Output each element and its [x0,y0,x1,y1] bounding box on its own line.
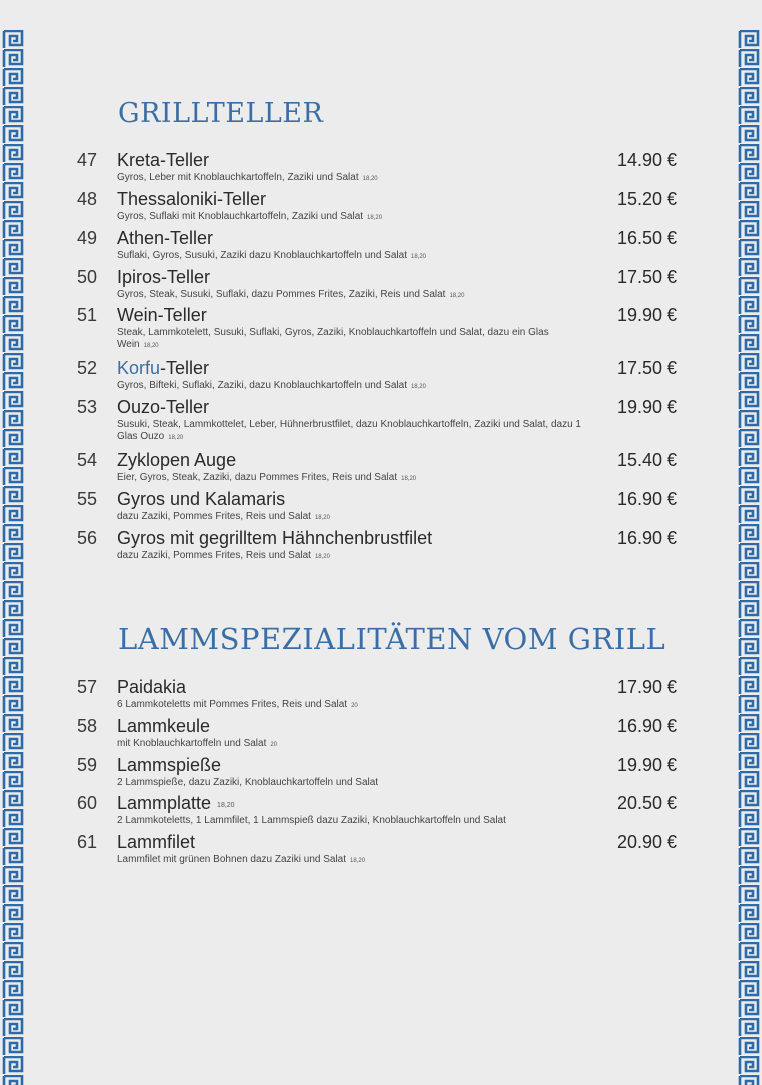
item-number: 49 [77,228,98,248]
item-name [117,528,432,549]
item-allergen-note: 18,20 [217,802,235,809]
item-allergen-note: 18,20 [367,215,383,221]
item-price: 16.50 € [617,228,678,248]
item-name-text: Athen-Teller [117,228,214,248]
item-number: 57 [77,677,98,697]
item-description-text: Susuki, Steak, Lammkottelet, Leber, Hühnerbrustfilet, dazu Knoblauchkartoffeln, Zaziki und Salat, dazu 1 Glas Ouzo [117,419,581,442]
item-number: 47 [77,150,98,170]
item-name-text: Ipiros-Teller [117,267,211,287]
item-description-text: Steak, Lammkotelett, Susuki, Suflaki, Gyros, Zaziki, Knoblauchkartoffeln und Salat, dazu ein Glas Wein [117,327,549,350]
item-description [117,511,587,524]
item-name [117,832,195,853]
item-allergen-note: 18,20 [449,293,465,299]
item-name-highlight: Korfu [117,358,161,378]
item-description-text: 2 Lammspieße, dazu Zaziki, Knoblauchkartoffeln und Salat [117,777,379,788]
item-number: 61 [77,832,98,852]
item-number: 51 [77,305,98,325]
item-name-text: Lammspieße [117,755,222,775]
item-number: 60 [77,793,98,813]
greek-key-border-left-icon [2,30,24,1085]
item-name-text: Zyklopen Auge [117,450,237,470]
item-name [117,755,221,776]
item-number: 52 [77,358,98,378]
item-allergen-note: 20 [351,703,358,709]
section-title-grillteller: GRILLTELLER [118,98,324,129]
item-description [117,699,587,712]
item-description-text: dazu Zaziki, Pommes Frites, Reis und Salat [117,511,311,522]
item-name-text: Lammplatte [117,793,212,813]
item-allergen-note: 18,20 [350,858,366,864]
item-description-text: Eier, Gyros, Steak, Zaziki, dazu Pommes Frites, Reis und Salat [117,472,398,483]
item-description-text: Gyros, Bifteki, Suflaki, Zaziki, dazu Knoblauchkartoffeln und Salat [117,380,407,391]
item-name-rest: -Teller [160,358,210,378]
item-name [117,358,209,379]
item-name-text: Lammkeule [117,716,211,736]
item-description-text: 2 Lammkoteletts, 1 Lammfilet, 1 Lammspieß dazu Zaziki, Knoblauchkartoffeln und Salat [117,815,506,826]
item-price: 16.90 € [617,716,678,736]
item-name-text: Gyros mit gegrilltem Hähnchenbrustfilet [117,528,433,548]
item-description [117,854,587,867]
item-allergen-note: 18,20 [168,435,184,441]
item-description [117,211,587,224]
item-description [117,472,587,485]
item-name-text: Thessaloniki-Teller [117,189,267,209]
item-price: 20.90 € [617,832,678,852]
item-description [117,550,587,563]
item-price: 19.90 € [617,755,678,775]
greek-key-border-right-icon [738,30,760,1085]
item-number: 59 [77,755,98,775]
item-name-text: Paidakia [117,677,187,697]
item-name-text: Wein-Teller [117,305,207,325]
item-name [117,189,266,210]
item-number: 53 [77,397,98,417]
item-description-text: mit Knoblauchkartoffeln und Salat [117,738,267,749]
item-name [117,267,210,288]
item-price: 15.40 € [617,450,678,470]
item-description-text: 6 Lammkoteletts mit Pommes Frites, Reis und Salat [117,699,348,710]
item-allergen-note: 18,20 [143,343,159,349]
item-description [117,172,587,185]
item-name [117,150,209,171]
item-description-text: Lammfilet mit grünen Bohnen dazu Zaziki und Salat [117,854,347,865]
item-number: 58 [77,716,98,736]
item-description-text: dazu Zaziki, Pommes Frites, Reis und Salat [117,550,311,561]
item-name [117,228,213,249]
item-name-text: Kreta-Teller [117,150,210,170]
item-name-text: Lammfilet [117,832,196,852]
item-number: 50 [77,267,98,287]
item-description-text: Gyros, Steak, Susuki, Suflaki, dazu Pommes Frites, Zaziki, Reis und Salat [117,289,446,300]
item-allergen-note: 18,20 [362,176,378,182]
item-name [117,489,285,510]
item-name [117,677,186,698]
item-allergen-note: 18,20 [410,384,426,390]
item-price: 16.90 € [617,528,678,548]
item-description-text: Gyros, Suflaki mit Knoblauchkartoffeln, Zaziki und Salat [117,211,364,222]
item-price: 17.90 € [617,677,678,697]
item-name [117,450,236,471]
item-price: 15.20 € [617,189,678,209]
item-description [117,777,587,789]
item-price: 19.90 € [617,305,678,325]
item-description [117,250,587,263]
item-name [117,397,209,418]
item-allergen-note: 18,20 [314,554,330,560]
item-number: 55 [77,489,98,509]
item-price: 19.90 € [617,397,678,417]
item-name-text: Ouzo-Teller [117,397,210,417]
item-name [117,716,210,737]
item-allergen-note: 20 [270,742,278,748]
item-allergen-note: 18,20 [401,476,417,482]
item-price: 16.90 € [617,489,678,509]
item-description [117,327,587,352]
item-price: 20.50 € [617,793,678,813]
item-number: 56 [77,528,98,548]
item-description [117,380,587,393]
item-description-text: Suflaki, Gyros, Susuki, Zaziki dazu Knoblauchkartoffeln und Salat [117,250,407,261]
item-description [117,738,587,751]
item-description [117,815,587,827]
item-allergen-note: 18,20 [410,254,426,260]
item-price: 17.50 € [617,358,678,378]
item-description [117,289,587,302]
item-description [117,419,587,444]
item-allergen-note: 18,20 [314,515,330,521]
item-price: 17.50 € [617,267,678,287]
item-price: 14.90 € [617,150,678,170]
item-number: 54 [77,450,98,470]
item-number: 48 [77,189,98,209]
section-title-lammspezialitaeten: LAMMSPEZIALITÄTEN VOM GRILL [118,622,666,656]
item-name [117,793,235,814]
item-name [117,305,207,326]
item-name-text: Gyros und Kalamaris [117,489,286,509]
item-description-text: Gyros, Leber mit Knoblauchkartoffeln, Zaziki und Salat [117,172,359,183]
